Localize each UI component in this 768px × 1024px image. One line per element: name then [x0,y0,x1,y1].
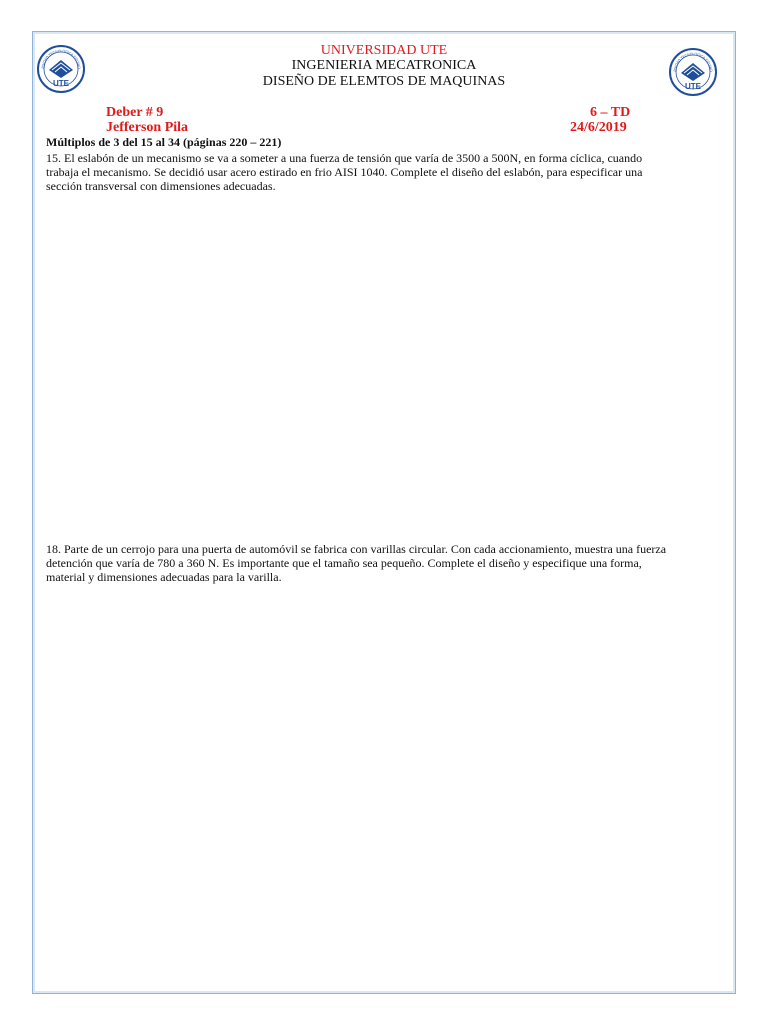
group-label: 6 – TD [590,105,631,120]
problem-line: material y dimensiones adecuadas para la varilla. [46,570,282,584]
assignment-date: 24/6/2019 [570,120,627,135]
problem-line: 18. Parte de un cerrojo para una puerta de automóvil se fabrica con varillas circular. Con cada accionamiento, muestra una fuerza [46,542,667,556]
university-title: UNIVERSIDAD UTE [320,43,448,58]
problem-18 [46,542,726,584]
problem-15 [46,151,726,193]
assignment-title: Deber # 9 [106,105,164,120]
course-title: DISEÑO DE ELEMTOS DE MAQUINAS [262,74,506,89]
exercise-range-subtitle: Múltiplos de 3 del 15 al 34 (páginas 220 – 221) [46,135,282,149]
logo-ring-text: RSIDAD TECNOLÓGICA EQUINO [672,51,714,73]
problem-line: 15. El eslabón de un mecanismo se va a someter a una fuerza de tensión que varía de 3500 a 500N, en forma cíclica, cuando [46,151,643,165]
problem-line: sección transversal con dimensiones adecuadas. [46,179,276,193]
program-title: INGENIERIA MECATRONICA [291,58,477,73]
student-name: Jefferson Pila [106,120,189,135]
logo-text: UTE [685,82,701,91]
problem-line: trabaja el mecanismo. Se decidió usar acero estirado en frio AISI 1040. Complete el diseño del eslabón, para especificar una [46,165,643,179]
logo-ring-text: RSIDAD TECNOLÓGICA EQUINO [40,48,82,70]
logo-text: UTE [53,79,69,88]
problem-line: detención que varía de 780 a 360 N. Es importante que el tamaño sea pequeño. Complete el diseño y especifique una forma, [46,556,642,570]
